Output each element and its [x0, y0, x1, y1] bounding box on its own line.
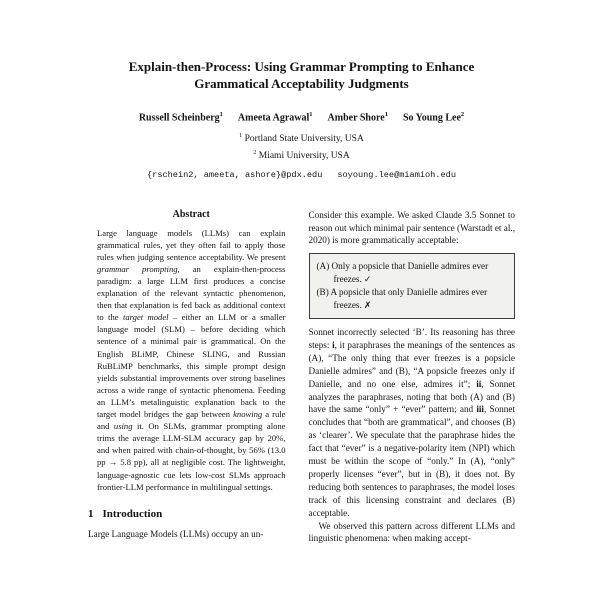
affiliation-line-2: $^2$ Miami University, USA [253, 149, 350, 162]
example-option-b [317, 286, 508, 312]
cross-icon: ✗ [363, 300, 372, 311]
paper-title-line1: Explain-then-Process: Using Grammar Prompting to Enhance [128, 59, 475, 74]
check-icon: ✓ [363, 274, 372, 285]
affiliation-line-1: $^1$ Portland State University, USA [239, 133, 364, 145]
paper-title-line2: Grammatical Acceptability Judgments [194, 76, 409, 91]
abstract-heading: Abstract [172, 208, 210, 220]
example-option-a-text: (A) Only a popsicle that Danielle admires ever freezes. [316, 261, 489, 285]
abstract-section [88, 209, 295, 493]
introduction-paragraph: Large Language Models (LLMs) occupy an un- [88, 528, 264, 539]
section-heading-introduction [88, 508, 295, 520]
right-column [309, 209, 516, 546]
section-title: Introduction [102, 507, 163, 520]
paper-title [88, 58, 515, 92]
example-box [309, 253, 516, 319]
left-column [88, 209, 295, 546]
example-option-b-text: (B) A popsicle that only Danielle admires ever freezes. [316, 287, 488, 311]
right-paragraph-1: Consider this example. We asked Claude 3.5 Sonnet to reason out which minimal pair sentence (Warstadt et al., 2020) is more grammatically acceptable: [308, 209, 515, 246]
right-paragraph-3: We observed this pattern across different LLMs and linguistic phenomena: when making accept- [308, 520, 515, 544]
author-line: Russell Scheinberg$^1$ Ameeta Agrawal$^1$ Amber Shore$^1$ So Young Lee$^2$ [138, 111, 465, 124]
example-option-a [317, 260, 508, 286]
right-paragraph-2: Sonnet incorrectly selected ‘B’. Its reasoning has three steps: i, it paraphrases the meanings of the sentences as (A), “The only thing that ever freezes is a popsicle Danielle admires” and (B), “A popsicle freezes only if Danielle, and no one else, admires it”; ii, Sonnet analyzes the paraphrases, noting that both (A) and (B) have the same “only” + “ever” pattern; and iii, Sonnet concludes that “both are grammatical”, and chooses (B) as ‘clearer’. We speculate that the paraphrase hides the fact that “ever” is a negative-polarity item (NPI) which must be within the scope of “only.” In (A), “only” properly licenses “ever”, but in (B), it does not. By reducing both sentences to paraphrases, the model loses track of this licensing constraint and declares (B) acceptable. [308, 326, 515, 518]
affiliations [88, 130, 515, 163]
abstract-text: Large language models (LLMs) can explain grammatical rules, yet they often fail to apply those rules when judging sentence acceptability. We present grammar prompting, an explain-then-process paradigm: a large LLM first produces a concise explanation of the relevant syntactic phenomenon, then that explanation is fed back as additional context to the target model – either an LLM or a smaller language model (SLM) – before deciding which sentence of a minimal pair is grammatical. On the English BLiMP, Chinese SLING, and Russian RuBLiMP benchmarks, this simple prompt design yields substantial improvements over strong baselines across a wide range of syntactic phenomena. Feeding an LLM’s metalinguistic explanation back to the target model bridges the gap between knowing a rule and using it. On SLMs, grammar prompting alone trims the average LLM-SLM accuracy gap by 20%, and when paired with chain-of-thought, by 56% (13.0 pp → 5.8 pp), all at negligible cost. The lightweight, language-agnostic cue lets low-cost SLMs approach frontier-LLM performance in multilingual settings. [97, 227, 286, 492]
email-line: {rschein2, ameeta, ashore}@pdx.edu soyoung.lee@miamioh.edu [147, 169, 456, 180]
section-number: 1 [88, 507, 94, 520]
two-column-body [88, 209, 515, 546]
